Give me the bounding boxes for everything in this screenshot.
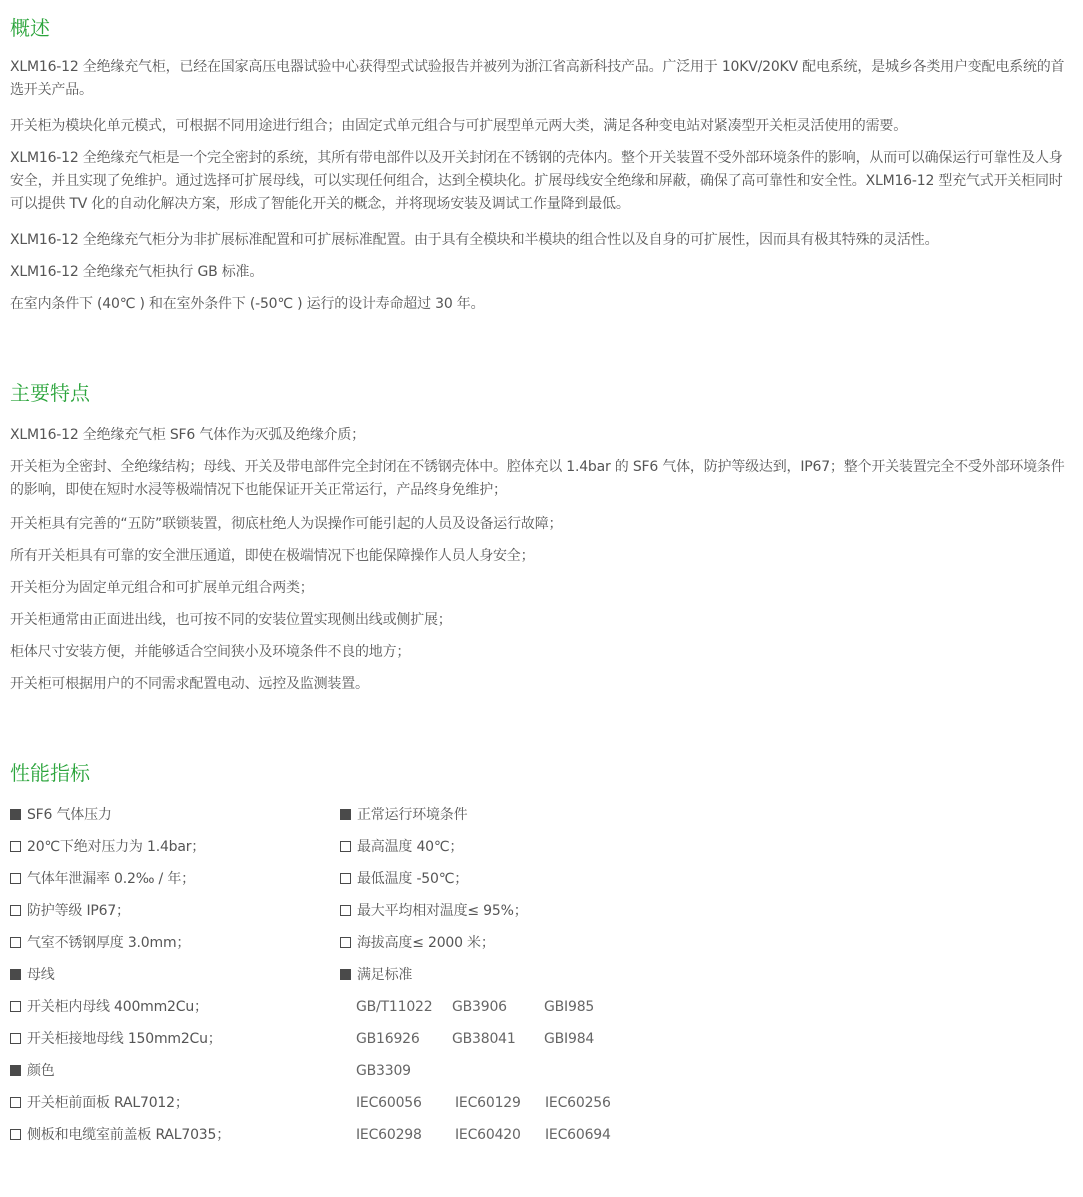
standard-code: GB/T11022 — [356, 999, 433, 1015]
features-title: 主要特点 — [10, 381, 90, 405]
hollow-square-icon — [10, 1129, 21, 1140]
hollow-square-icon — [340, 841, 351, 852]
filled-square-icon — [340, 969, 351, 980]
hollow-square-icon — [10, 1001, 21, 1012]
spec-item-protection-class: 防护等级 IP67； — [10, 901, 130, 921]
standard-code: IEC60298 — [356, 1127, 422, 1143]
hollow-square-icon — [340, 873, 351, 884]
overview-paragraph-1: XLM16-12 全绝缘充气柜，已经在国家高压电器试验中心获得型式试验报告并被列为浙江省高新科技产品。广泛用于 10KV/20KV 配电系统，是城乡各类用户变配电系统的首选开关产品。 — [10, 59, 1065, 98]
overview-paragraph-2: 开关柜为模块化单元模式，可根据不同用途进行组合；由固定式单元组合与可扩展型单元两大类，满足各种变电站对紧凑型开关柜灵活使用的需要。 — [10, 118, 907, 134]
feature-item-7: 柜体尺寸安装方便，并能够适合空间狭小及环境条件不良的地方； — [10, 644, 411, 660]
spec-item-ground-busbar: 开关柜接地母线 150mm2Cu； — [10, 1029, 222, 1049]
spec-item-leak-rate: 气体年泄漏率 0.2‰ / 年； — [10, 869, 195, 889]
feature-item-2: 开关柜为全密封、全绝缘结构；母线、开关及带电部件完全封闭在不锈钢壳体中。腔体充以 1.4bar 的 SF6 气体，防护等级达到，IP67；整个开关装置完全不受外部环境条件的影响，即使在短时水浸等极端情况下也能保证开关正常运行，产品终身免维护； — [10, 459, 1065, 498]
filled-square-icon — [10, 969, 21, 980]
performance-title: 性能指标 — [10, 761, 90, 785]
standard-code: IEC60129 — [455, 1095, 521, 1111]
spec-heading-sf6-pressure: SF6 气体压力 — [10, 805, 112, 825]
spec-heading-busbar: 母线 — [10, 965, 55, 985]
hollow-square-icon — [10, 905, 21, 916]
hollow-square-icon — [340, 937, 351, 948]
spec-item-max-temperature: 最高温度 40℃； — [340, 837, 463, 857]
standard-code: GB16926 — [356, 1031, 420, 1047]
hollow-square-icon — [10, 937, 21, 948]
spec-heading-color: 颜色 — [10, 1061, 55, 1081]
spec-item-steel-thickness: 气室不锈钢厚度 3.0mm； — [10, 933, 190, 953]
feature-item-3: 开关柜具有完善的“五防”联锁装置，彻底杜绝人为误操作可能引起的人员及设备运行故障； — [10, 516, 563, 532]
standard-code: GB3309 — [356, 1063, 411, 1079]
standard-code: IEC60256 — [545, 1095, 611, 1111]
overview-paragraph-6: 在室内条件下 (40℃ ) 和在室外条件下 (-50℃ ) 运行的设计寿命超过 30 年。 — [10, 296, 485, 312]
spec-item-inner-busbar: 开关柜内母线 400mm2Cu； — [10, 997, 208, 1017]
spec-heading-standards: 满足标准 — [340, 965, 412, 985]
overview-title: 概述 — [10, 16, 50, 40]
standard-code: GB3906 — [452, 999, 507, 1015]
standard-code: GBI985 — [544, 999, 595, 1015]
overview-paragraph-4: XLM16-12 全绝缘充气柜分为非扩展标准配置和可扩展标准配置。由于具有全模块和半模块的组合性以及自身的可扩展性，因而具有极其特殊的灵活性。 — [10, 232, 939, 248]
feature-item-6: 开关柜通常由正面进出线，也可按不同的安装位置实现侧出线或侧扩展； — [10, 612, 452, 628]
spec-item-humidity: 最大平均相对温度≤ 95%； — [340, 901, 528, 921]
hollow-square-icon — [10, 1097, 21, 1108]
spec-item-absolute-pressure: 20℃下绝对压力为 1.4bar； — [10, 837, 205, 857]
spec-item-front-panel-color: 开关柜前面板 RAL7012； — [10, 1093, 189, 1113]
feature-item-8: 开关柜可根据用户的不同需求配置电动、远控及监测装置。 — [10, 676, 369, 692]
standard-code: GBI984 — [544, 1031, 595, 1047]
filled-square-icon — [10, 1065, 21, 1076]
overview-paragraph-3: XLM16-12 全绝缘充气柜是一个完全密封的系统，其所有带电部件以及开关封闭在不锈钢的壳体内。整个开关装置不受外部环境条件的影响，从而可以确保运行可靠性及人身安全，并且实现了免维护。通过选择可扩展母线，可以实现任何组合，达到全模块化。扩展母线安全绝缘和屏蔽，确保了高可靠性和安全性。XLM16-12 型充气式开关柜同时可以提供 TV 化的自动化解决方案，形成了智能化开关的概念，并将现场安装及调试工作量降到最低。 — [10, 150, 1063, 212]
hollow-square-icon — [10, 873, 21, 884]
spec-item-min-temperature: 最低温度 -50℃； — [340, 869, 468, 889]
spec-item-altitude: 海拔高度≤ 2000 米； — [340, 933, 495, 953]
spec-item-side-panel-color: 侧板和电缆室前盖板 RAL7035； — [10, 1125, 230, 1145]
spec-heading-environment: 正常运行环境条件 — [340, 805, 467, 825]
hollow-square-icon — [340, 905, 351, 916]
standard-code: IEC60694 — [545, 1127, 611, 1143]
feature-item-1: XLM16-12 全绝缘充气柜 SF6 气体作为灭弧及绝缘介质； — [10, 427, 365, 443]
feature-item-4: 所有开关柜具有可靠的安全泄压通道，即使在极端情况下也能保障操作人员人身安全； — [10, 548, 535, 564]
hollow-square-icon — [10, 841, 21, 852]
standard-code: IEC60420 — [455, 1127, 521, 1143]
hollow-square-icon — [10, 1033, 21, 1044]
standard-code: GB38041 — [452, 1031, 516, 1047]
filled-square-icon — [340, 809, 351, 820]
filled-square-icon — [10, 809, 21, 820]
feature-item-5: 开关柜分为固定单元组合和可扩展单元组合两类； — [10, 580, 314, 596]
overview-paragraph-5: XLM16-12 全绝缘充气柜执行 GB 标准。 — [10, 264, 264, 280]
standard-code: IEC60056 — [356, 1095, 422, 1111]
